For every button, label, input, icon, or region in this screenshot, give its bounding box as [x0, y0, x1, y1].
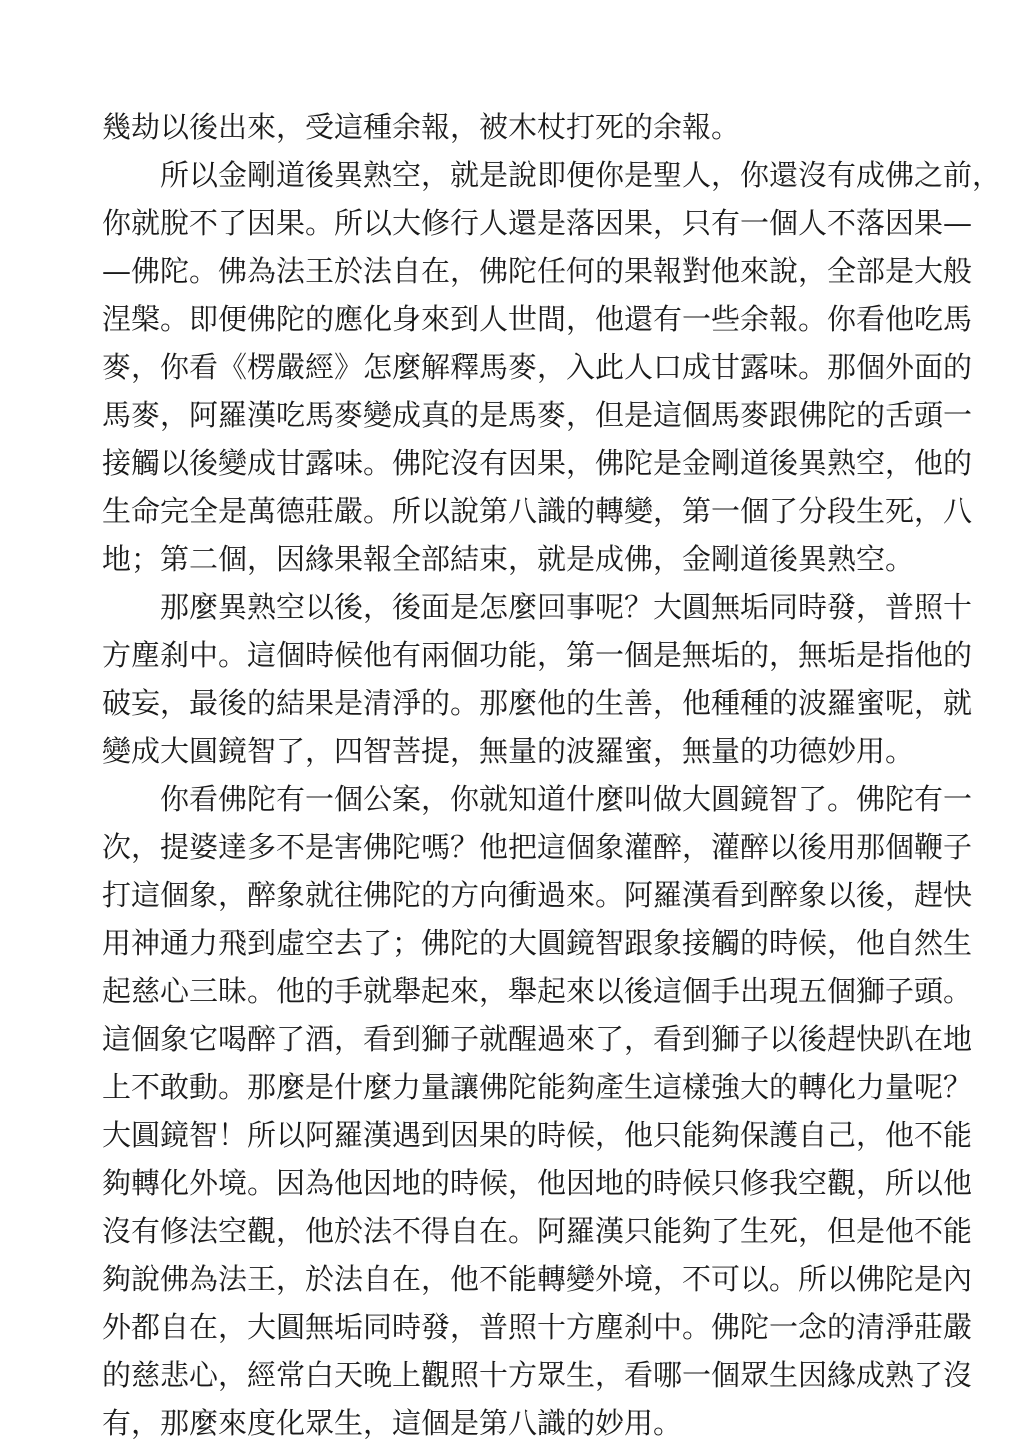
- text-line: 麥，你看《楞嚴經》怎麼解釋馬麥，入此人口成甘露味。那個外面的: [102, 350, 973, 384]
- text-line: 上不敢動。那麼是什麼力量讓佛陀能夠產生這樣強大的轉化力量呢？: [102, 1070, 973, 1104]
- text-line: 外都自在，大圓無垢同時發，普照十方塵刹中。佛陀一念的清淨莊嚴: [102, 1310, 973, 1344]
- paragraph: [102, 103, 924, 151]
- text-line: —佛陀。佛為法王於法自在，佛陀任何的果報對他來說，全部是大般: [102, 254, 973, 288]
- text-line: 涅槃。即便佛陀的應化身來到人世間，他還有一些余報。你看他吃馬: [102, 302, 973, 336]
- text-line: 夠轉化外境。因為他因地的時候，他因地的時候只修我空觀，所以他: [102, 1166, 973, 1200]
- text-line: 那麼異熟空以後，後面是怎麼回事呢？大圓無垢同時發，普照十: [160, 590, 973, 624]
- text-line: 生命完全是萬德莊嚴。所以說第八識的轉變，第一個了分段生死，八: [102, 494, 973, 528]
- text-line: 次，提婆達多不是害佛陀嗎？他把這個象灌醉，灌醉以後用那個鞭子: [102, 830, 973, 864]
- text-line: 這個象它喝醉了酒，看到獅子就醒過來了，看到獅子以後趕快趴在地: [102, 1022, 973, 1056]
- paragraph: [102, 583, 973, 775]
- text-line: 打這個象，醉象就往佛陀的方向衝過來。阿羅漢看到醉象以後，趕快: [102, 878, 973, 912]
- text-line: 有，那麼來度化眾生，這個是第八識的妙用。: [102, 1406, 683, 1440]
- text-line: 起慈心三昧。他的手就舉起來，舉起來以後這個手出現五個獅子頭。: [102, 974, 973, 1008]
- text-line: 地；第二個，因緣果報全部結束，就是成佛，金剛道後異熟空。: [102, 542, 915, 576]
- text-line: 夠說佛為法王，於法自在，他不能轉變外境，不可以。所以佛陀是內: [102, 1262, 973, 1296]
- body-text: [102, 103, 1002, 1447]
- text-line: 所以金剛道後異熟空，就是說即便你是聖人，你還沒有成佛之前，: [160, 158, 1002, 192]
- text-line: 大圓鏡智！所以阿羅漢遇到因果的時候，他只能夠保護自己，他不能: [102, 1118, 973, 1152]
- text-line: 你就脫不了因果。所以大修行人還是落因果，只有一個人不落因果—: [102, 206, 973, 240]
- text-line: 的慈悲心，經常白天晚上觀照十方眾生，看哪一個眾生因緣成熟了沒: [102, 1358, 973, 1392]
- text-line: 馬麥，阿羅漢吃馬麥變成真的是馬麥，但是這個馬麥跟佛陀的舌頭一: [102, 398, 973, 432]
- paragraph: [102, 151, 1002, 583]
- text-line: 沒有修法空觀，他於法不得自在。阿羅漢只能夠了生死，但是他不能: [102, 1214, 973, 1248]
- text-line: 你看佛陀有一個公案，你就知道什麼叫做大圓鏡智了。佛陀有一: [160, 782, 973, 816]
- paragraph: [102, 775, 973, 1447]
- text-line: 破妄，最後的結果是清淨的。那麼他的生善，他種種的波羅蜜呢，就: [102, 686, 973, 720]
- text-line: 用神通力飛到虛空去了；佛陀的大圓鏡智跟象接觸的時候，他自然生: [102, 926, 973, 960]
- text-line: 接觸以後變成甘露味。佛陀沒有因果，佛陀是金剛道後異熟空，他的: [102, 446, 973, 480]
- text-line: 變成大圓鏡智了，四智菩提，無量的波羅蜜，無量的功德妙用。: [102, 734, 915, 768]
- text-line: 方塵刹中。這個時候他有兩個功能，第一個是無垢的，無垢是指他的: [102, 638, 973, 672]
- text-line: 幾劫以後出來，受這種余報，被木杖打死的余報。: [102, 110, 741, 144]
